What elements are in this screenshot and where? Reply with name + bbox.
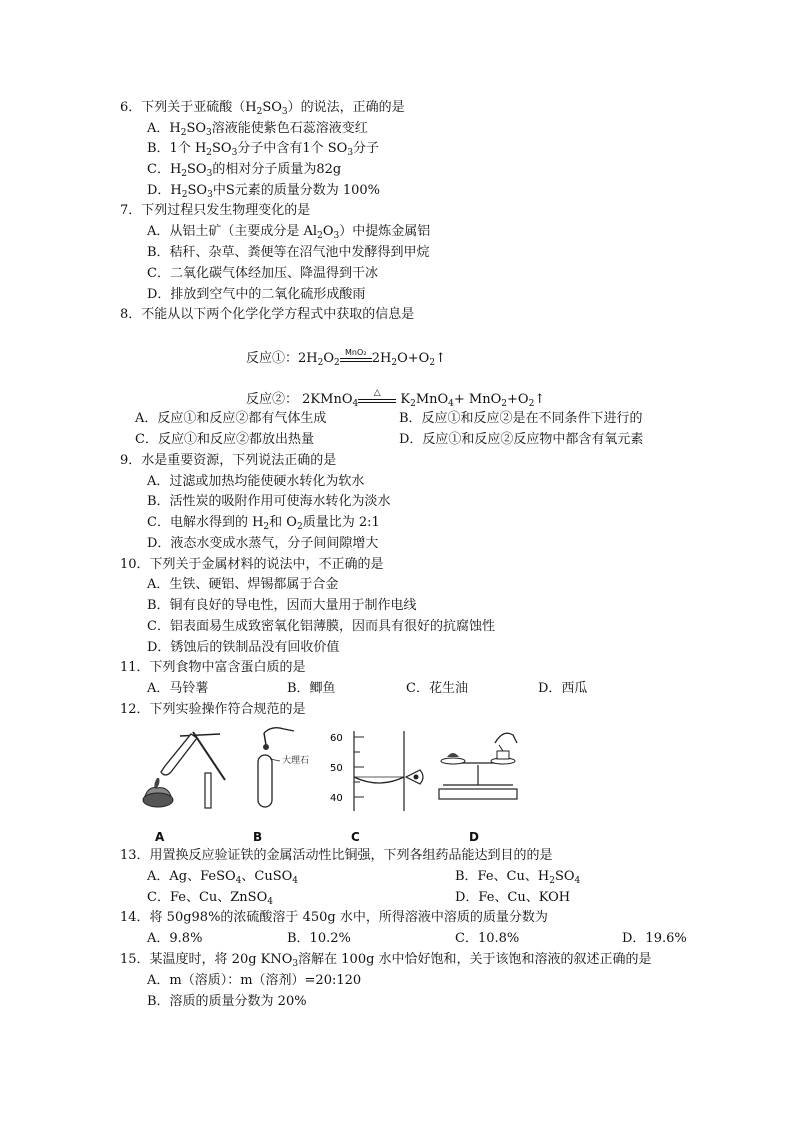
q7-stem: 7．下列过程只发生物理变化的是	[120, 203, 311, 218]
q9-option-d: D．液态水变成水蒸气，分子间间隙增大	[147, 536, 379, 551]
q9-option-a: A．过滤或加热均能使硬水转化为软水	[147, 474, 365, 489]
q14-option-a: A．9.8%	[147, 931, 203, 946]
figure-label-c: C	[351, 830, 360, 844]
q13-option-b: B．Fe、Cu、$H_2SO_4$	[455, 869, 581, 886]
figure-label-a: A	[155, 830, 165, 844]
q10-option-b: B．铜有良好的导电性，因而大量用于制作电线	[147, 598, 417, 613]
cylinder-scale-50: 50	[330, 763, 343, 774]
q6-stem: 6．下列关于亚硫酸$(H_2SO_3)$的说法，正确的是	[120, 100, 405, 117]
q8-eq1-catalyst: MnO₂	[345, 348, 367, 357]
q6-option-c: C．$H_2SO_3$的相对分子质量为82g	[147, 162, 342, 179]
figure-label-b: B	[253, 830, 263, 844]
q14-option-c: C．10.8%	[455, 931, 520, 946]
figure-label-d: D	[469, 830, 479, 844]
q11-option-b: B．鲫鱼	[287, 681, 336, 696]
q13-stem: 13．用置换反应验证铁的金属活动性比铜强，下列各组药品能达到目的的是	[120, 848, 553, 863]
q13-option-c: C．Fe、Cu、ZnSO$_4$	[147, 890, 273, 907]
cylinder-scale-40: 40	[330, 793, 343, 804]
q10-stem: 10．下列关于金属材料的说法中，不正确的是	[120, 557, 384, 572]
q14-option-b: B．10.2%	[287, 931, 351, 946]
q7-option-d: D．排放到空气中的二氧化硫形成酸雨	[147, 287, 366, 302]
q7-option-b: B．秸秆、杂草、粪便等在沼气池中发酵得到甲烷	[147, 245, 430, 260]
q9-option-c: C．电解水得到的 $H_2$和 $O_2$质量比为 2:1	[147, 515, 380, 532]
gas-arrow-icon: ↑	[534, 392, 546, 407]
q8-option-c: C．反应①和反应②都放出热量	[135, 432, 314, 447]
q14-stem: 14．将 50g98%的浓硫酸溶于 450g 水中，所得溶液中溶质的质量分数为	[120, 910, 548, 925]
q15-option-b: B．溶质的质量分数为 20%	[147, 994, 307, 1009]
q13-option-d: D．Fe、Cu、KOH	[455, 890, 571, 905]
q15-stem: 15．某温度时，将 20g $KNO_3$溶解在 100g 水中恰好饱和，关于该饱和溶液的叙述正确的是	[120, 952, 652, 969]
figure-c-cylinder-reading	[318, 727, 428, 817]
figure-a-heating-tube	[135, 728, 235, 818]
q13-option-a: A．Ag、FeSO$_4$、CuSO$_4$	[147, 869, 299, 886]
figure-b-marble-label: 大理石	[282, 756, 310, 766]
q7-option-a: A．从铝土矿（主要成分是 $Al_2O_3$）中提炼金属铝	[147, 224, 431, 241]
cylinder-scale-60: 60	[330, 733, 343, 744]
figure-d-balance	[433, 725, 523, 805]
q15-option-a: A．m（溶质）：m（溶剂）=20:120	[147, 973, 362, 988]
q10-option-a: A．生铁、硬铝、焊锡都属于合金	[147, 577, 339, 592]
q7-option-c: C．二氧化碳气体经加压、降温得到干冰	[147, 266, 378, 281]
q6-option-b: B．1个 $H_2SO_3$分子中含有1个 $SO_3$分子	[147, 141, 380, 158]
q10-option-d: D．锈蚀后的铁制品没有回收价值	[147, 640, 340, 655]
q8-eq2-heat: △	[373, 388, 381, 398]
q6-option-d: D．$H_2SO_3$中S元素的质量分数为 100%	[147, 183, 381, 200]
q8-option-b: B．反应①和反应②是在不同条件下进行的	[399, 411, 643, 426]
q11-option-d: D．西瓜	[538, 681, 588, 696]
gas-arrow-icon: ↑	[435, 351, 446, 366]
q11-stem: 11．下列食物中富含蛋白质的是	[120, 660, 306, 675]
q11-option-c: C．花生油	[406, 681, 468, 696]
q8-option-d: D．反应①和反应②反应物中都含有氧元素	[399, 432, 644, 447]
eye-icon	[414, 775, 419, 780]
q10-option-c: C．铝表面易生成致密氧化铝薄膜，因而具有很好的抗腐蚀性	[147, 619, 495, 634]
q8-stem: 8．不能从以下两个化学化学方程式中获取的信息是	[120, 307, 415, 322]
figure-b-marble-tube	[244, 725, 324, 815]
q9-stem: 9．水是重要资源，下列说法正确的是	[120, 453, 337, 468]
q8-option-a: A．反应①和反应②都有气体生成	[135, 411, 327, 426]
q12-stem: 12．下列实验操作符合规范的是	[120, 702, 306, 717]
q14-option-d: D．19.6%	[622, 931, 687, 946]
q8-equation-2: 反应②： 2KMnO$_4$ △ $K_2MnO_4+$ $MnO_2+O_2↑$	[246, 388, 546, 409]
q6-option-a: A．$H_2SO_3$溶液能使紫色石蕊溶液变红	[147, 121, 368, 138]
q8-equation-1: 反应①：$2H_2O_2$ MnO₂ $2H_2O+O_2↑$	[246, 348, 446, 368]
q9-option-b: B．活性炭的吸附作用可使海水转化为淡水	[147, 494, 391, 509]
q11-option-a: A．马铃薯	[147, 681, 209, 696]
